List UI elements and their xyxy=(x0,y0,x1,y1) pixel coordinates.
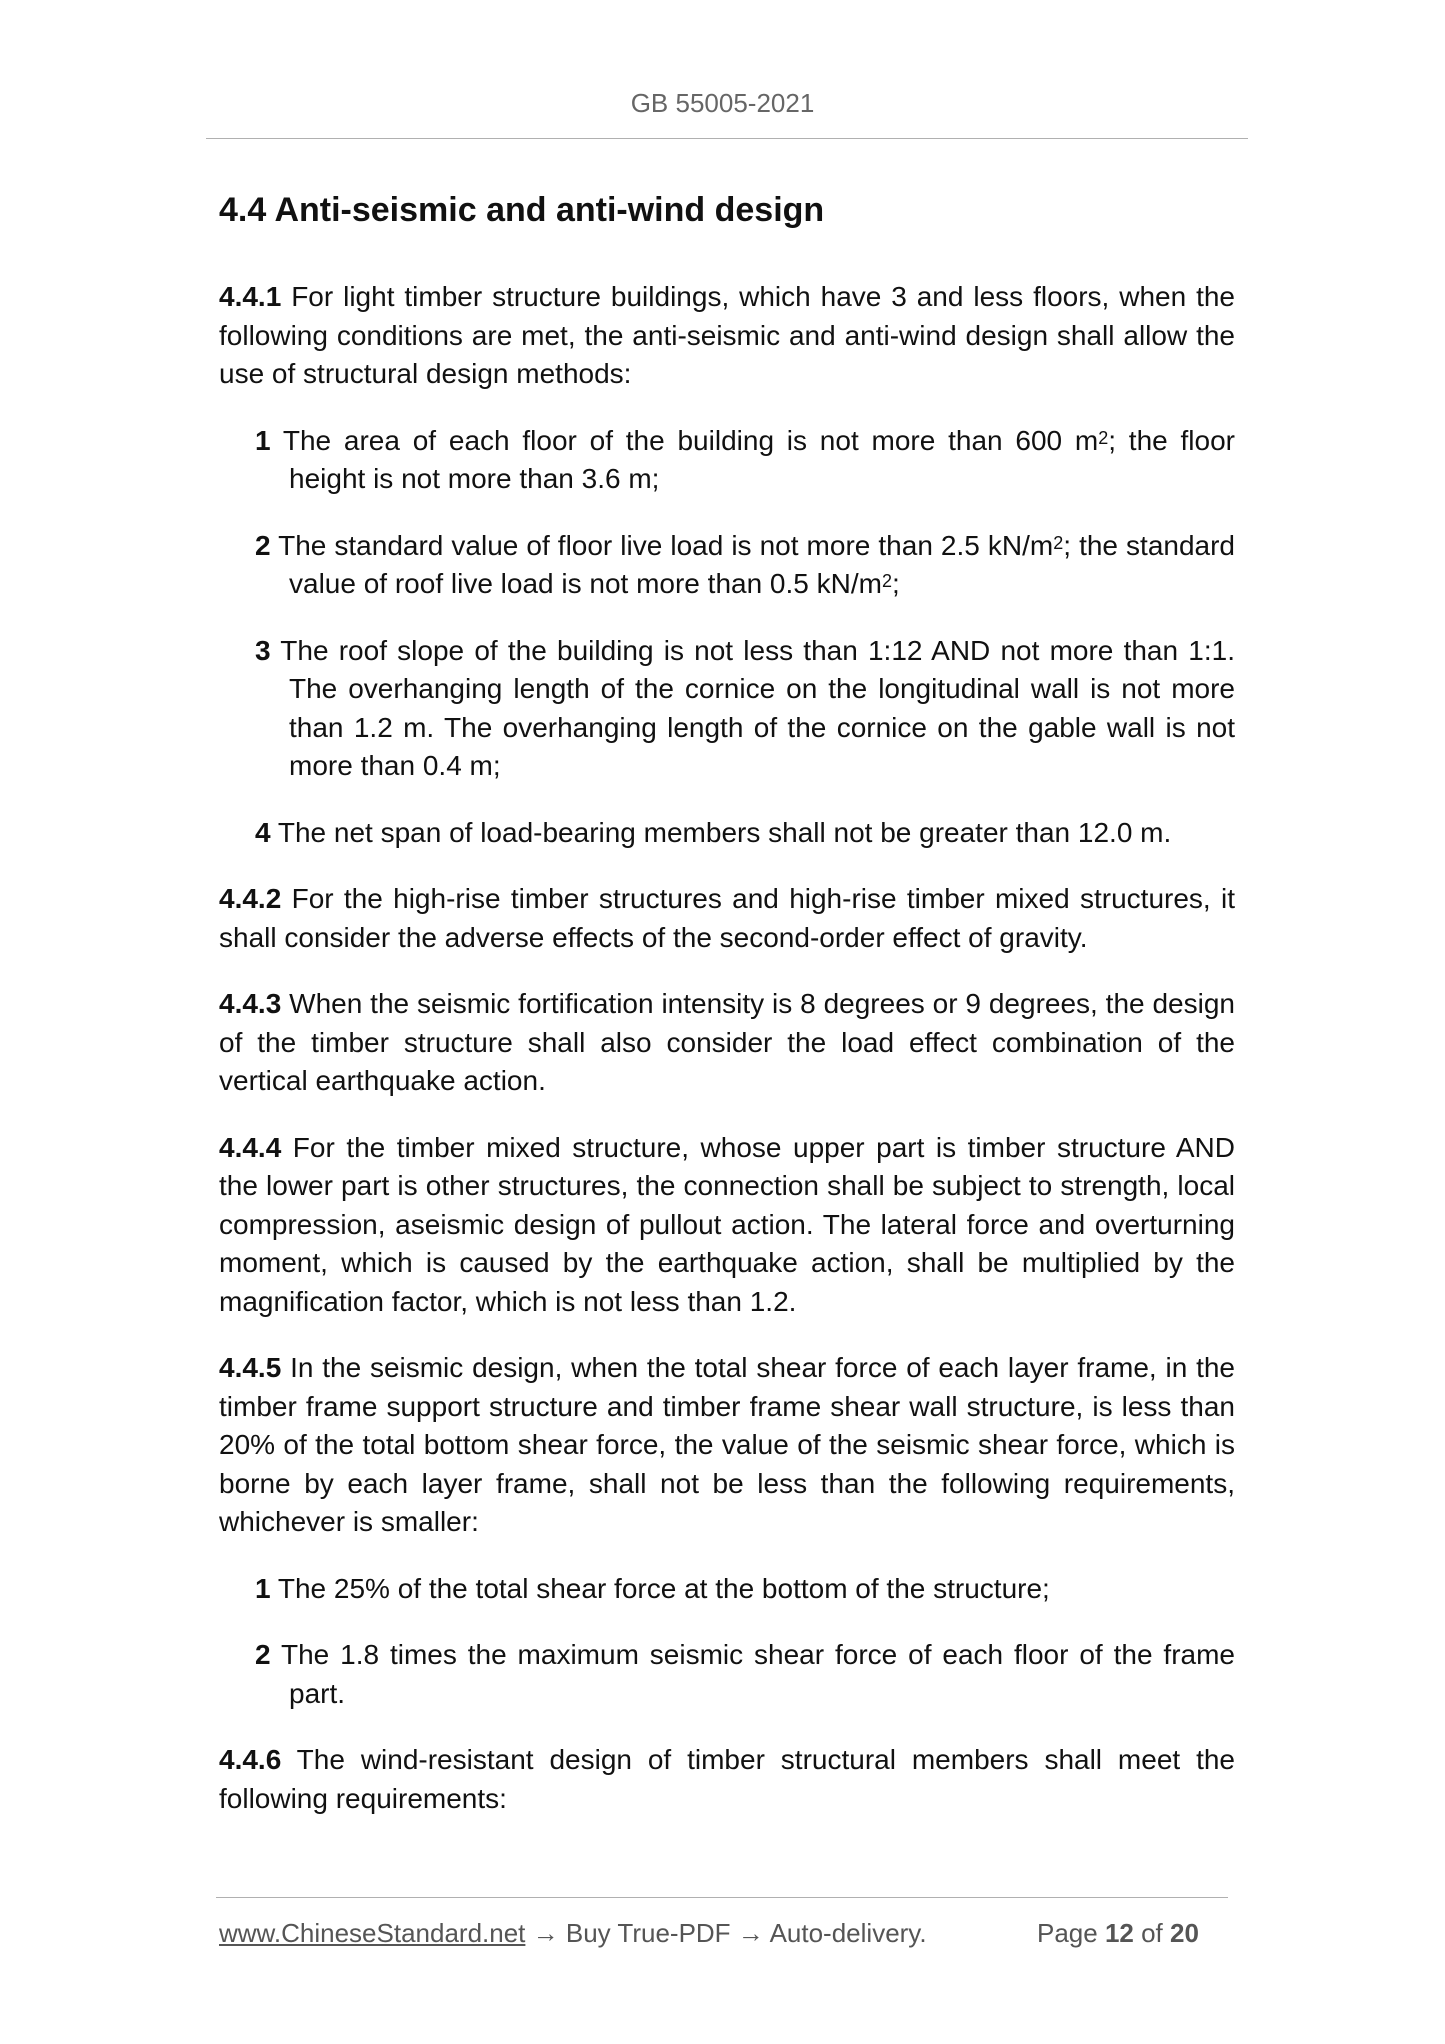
superscript: 2 xyxy=(1053,532,1064,553)
item-number: 4 xyxy=(255,816,271,848)
clause-number: 4.4.5 xyxy=(219,1352,282,1383)
item-text: ; xyxy=(891,568,900,599)
section-title: 4.4 Anti-seismic and anti-wind design xyxy=(219,191,825,229)
superscript: 2 xyxy=(1098,427,1109,448)
item-text: The net span of load-bearing members shall not be greater than 12.0 m. xyxy=(270,816,1172,848)
clause-text: For the timber mixed structure, whose upper part is timber structure AND the lower part is other structures, the connection shall be subject to strength, local compression, aseismic design of pullout action. The lateral force and overturning moment, which is caused by the earthquake action, shall be multiplied by the magnification factor, which is not less than 1.2. xyxy=(219,1131,1235,1317)
item-text: The standard value of floor live load is not more than 2.5 kN/m xyxy=(270,529,1054,561)
clause-number: 4.4.3 xyxy=(219,988,282,1019)
clause-4-4-5 xyxy=(219,1349,1235,1542)
clause-number: 4.4.1 xyxy=(219,281,282,312)
clause-4-4-6 xyxy=(219,1741,1235,1818)
item-number: 3 xyxy=(255,634,271,666)
clause-4-4-2 xyxy=(219,880,1235,957)
clause-4-4-1-item-4 xyxy=(255,814,1235,853)
clause-4-4-1-item-2 xyxy=(255,527,1235,604)
item-number: 2 xyxy=(255,529,271,561)
current-page-number: 12 xyxy=(1104,1918,1134,1948)
of-label: of xyxy=(1133,1918,1171,1948)
clause-4-4-1-item-3 xyxy=(255,632,1235,786)
item-number: 1 xyxy=(255,1572,271,1604)
item-text: ; the standard value of roof live load is not more than 0.5 kN/m xyxy=(289,529,1236,599)
website-link[interactable]: www.ChineseStandard.net xyxy=(219,1918,526,1948)
footer-divider xyxy=(216,1897,1228,1898)
clause-4-4-5-item-2 xyxy=(255,1636,1235,1713)
clause-number: 4.4.2 xyxy=(219,883,282,914)
clause-4-4-1-item-1 xyxy=(255,422,1235,499)
clause-4-4-4 xyxy=(219,1129,1235,1322)
item-text: The 1.8 times the maximum seismic shear force of each floor of the frame part. xyxy=(270,1639,1235,1709)
clause-text: For the high-rise timber structures and high-rise timber mixed structures, it shall consider the adverse effects of the second-order effect of gravity. xyxy=(219,883,1235,953)
clause-4-4-1 xyxy=(219,278,1235,394)
superscript: 2 xyxy=(881,571,892,591)
clause-4-4-5-item-1 xyxy=(255,1570,1235,1609)
page-body xyxy=(219,186,1235,1846)
document-code-header: GB 55005-2021 xyxy=(630,88,815,118)
header-divider xyxy=(206,138,1248,139)
clause-number: 4.4.4 xyxy=(219,1131,282,1163)
clause-text: In the seismic design, when the total shear force of each layer frame, in the timber frame support structure and timber frame shear wall structure, is less than 20% of the total bottom shear force, the value of the seismic shear force, which is borne by each layer frame, shall not be less than the following requirements, whichever is smaller: xyxy=(219,1352,1235,1537)
item-text: The area of each floor of the building is not more than 600 m xyxy=(270,424,1099,456)
clause-number: 4.4.6 xyxy=(219,1744,282,1775)
clause-text: The wind-resistant design of timber structural members shall meet the following requirements: xyxy=(219,1744,1235,1814)
clause-text: For light timber structure buildings, which have 3 and less floors, when the following conditions are met, the anti-seismic and anti-wind design shall allow the use of structural design methods: xyxy=(219,281,1235,389)
item-text: ; the floor height is not more than 3.6 m; xyxy=(289,424,1235,494)
item-number: 2 xyxy=(255,1639,271,1670)
item-text: The 25% of the total shear force at the bottom of the structure; xyxy=(270,1572,1050,1604)
total-pages-number: 20 xyxy=(1170,1918,1199,1948)
page-label: Page xyxy=(1037,1918,1105,1948)
item-text: The roof slope of the building is not less than 1:12 AND not more than 1:1. The overhanging length of the cornice on the longitudinal wall is not more than 1.2 m. The overhanging length of the cornice on the gable wall is not more than 0.4 m; xyxy=(270,634,1235,781)
clause-4-4-3 xyxy=(219,985,1235,1101)
promo-text: → Buy True-PDF → Auto-delivery. xyxy=(525,1918,927,1948)
page-indicator xyxy=(1037,1918,1199,1949)
item-number: 1 xyxy=(255,424,271,456)
footer-promo xyxy=(219,1918,927,1949)
clause-text: When the seismic fortification intensity is 8 degrees or 9 degrees, the design of the timber structure shall also consider the load effect combination of the vertical earthquake action. xyxy=(219,988,1235,1096)
